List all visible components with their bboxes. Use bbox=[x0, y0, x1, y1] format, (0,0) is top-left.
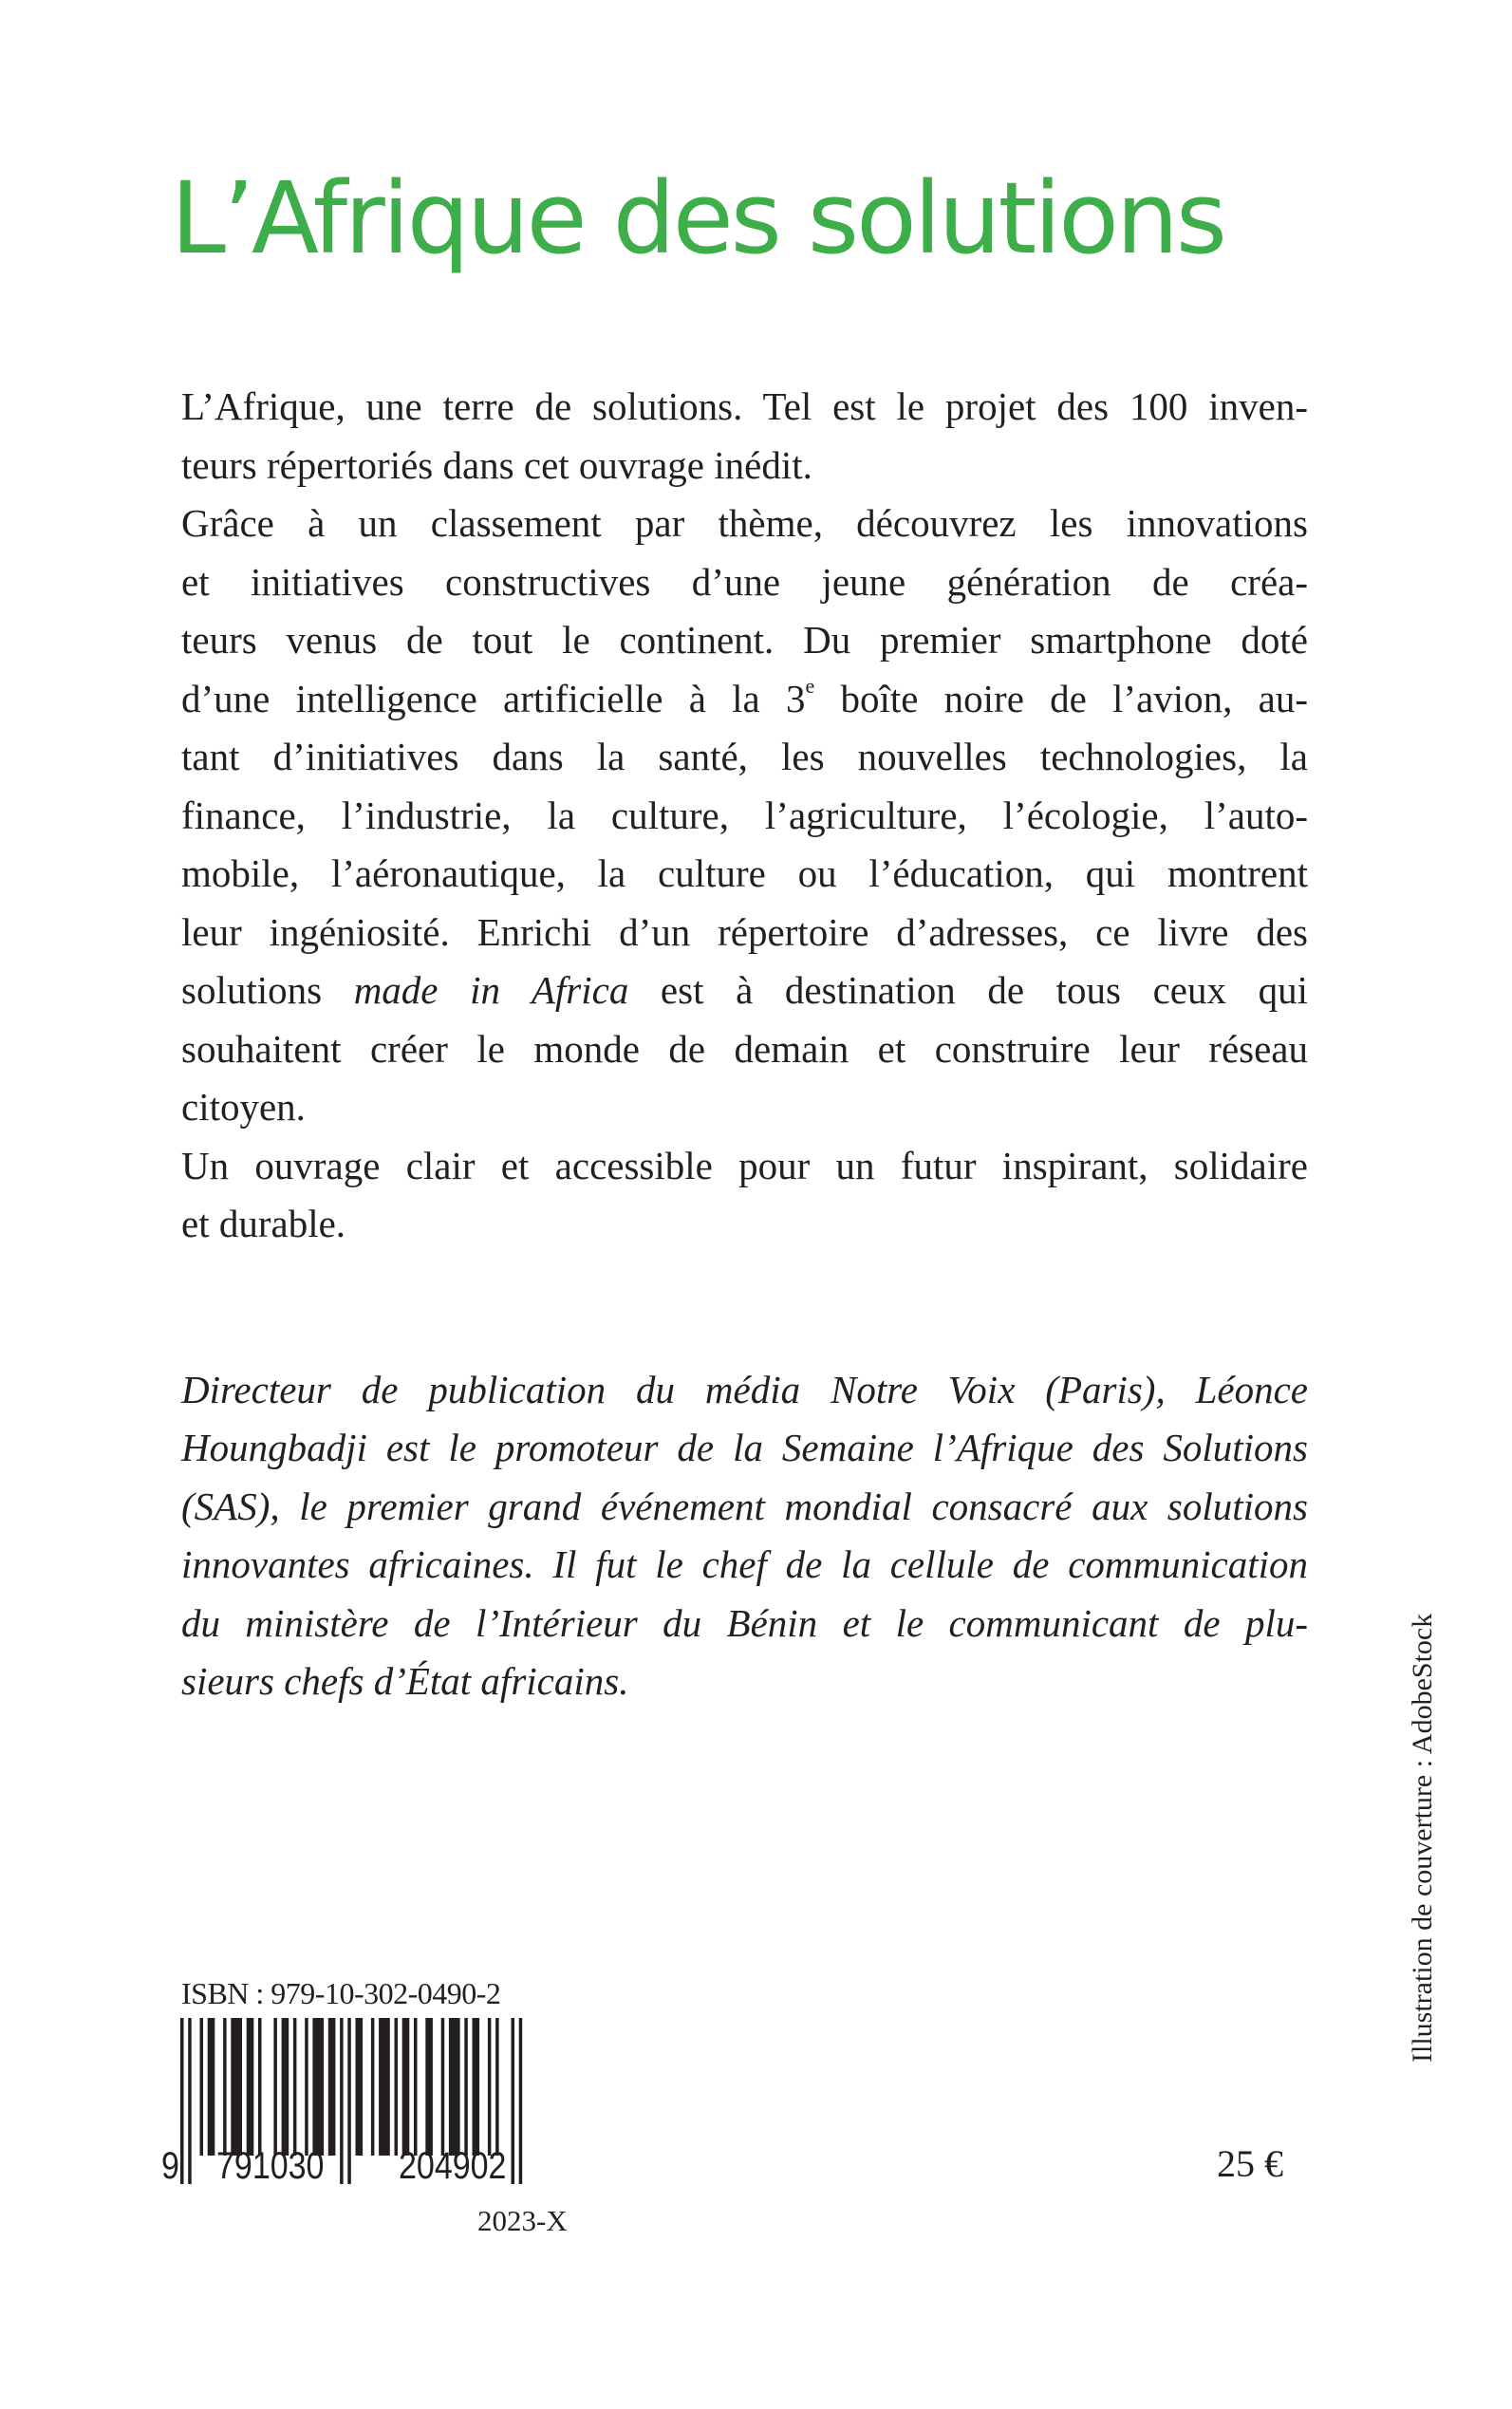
text-line: L’Afrique, une terre de solutions. Tel est le projet des 100 inven- bbox=[181, 384, 1308, 428]
barcode-bar bbox=[441, 2018, 445, 2156]
barcode-bar bbox=[512, 2018, 515, 2184]
text-line: et initiatives constructives d’une jeune génération de créa- bbox=[181, 559, 1308, 604]
barcode-bar bbox=[395, 2018, 399, 2156]
barcode-bar bbox=[495, 2018, 499, 2156]
barcode-bar bbox=[402, 2018, 410, 2156]
text-line: et durable. bbox=[181, 1202, 346, 1245]
barcode-bar bbox=[488, 2018, 492, 2156]
barcode-bar bbox=[188, 2018, 192, 2184]
barcode-bar bbox=[371, 2018, 375, 2156]
italic-phrase: made in Africa bbox=[353, 968, 629, 1012]
text-line: citoyen. bbox=[181, 1085, 306, 1129]
barcode-bar bbox=[519, 2018, 523, 2184]
barcode-bar bbox=[347, 2018, 351, 2184]
barcode-bar bbox=[340, 2018, 344, 2184]
text-line: Houngbadji est le promoteur de la Semaine l’Afrique des Solutions bbox=[181, 1426, 1308, 1469]
book-title: L’Afrique des solutions bbox=[171, 160, 1224, 276]
barcode-bar bbox=[305, 2018, 308, 2156]
barcode-bar bbox=[200, 2018, 204, 2156]
text-line bbox=[181, 962, 1308, 1020]
text-segment: d’une intelligence artificielle à la 3 bbox=[181, 676, 806, 720]
isbn-label: ISBN : 979-10-302-0490-2 bbox=[181, 1976, 501, 2010]
barcode-bar bbox=[414, 2018, 418, 2156]
barcode-bar bbox=[379, 2018, 390, 2156]
text-segment: boîte noire de l’avion, au- bbox=[814, 676, 1308, 720]
barcode-bar bbox=[464, 2018, 468, 2156]
text-line: souhaitent créer le monde de demain et construire leur réseau bbox=[181, 1026, 1308, 1071]
back-cover-text bbox=[181, 378, 1308, 1711]
paragraph-conclusion bbox=[181, 1137, 1308, 1254]
text-line: finance, l’industrie, la culture, l’agriculture, l’écologie, l’auto- bbox=[181, 793, 1308, 837]
cover-credit-text: Illustration de couverture : AdobeStock bbox=[1407, 1613, 1438, 2063]
reference-code: 2023-X bbox=[477, 2204, 568, 2237]
barcode-bar bbox=[208, 2018, 215, 2156]
barcode-bar bbox=[293, 2018, 297, 2156]
barcode-bar bbox=[273, 2018, 277, 2156]
barcode-bar bbox=[425, 2018, 433, 2156]
barcode-bar bbox=[258, 2018, 262, 2156]
text-line bbox=[181, 670, 1308, 729]
barcode-bar bbox=[449, 2018, 460, 2156]
barcode-digits-left: 791030 bbox=[216, 2145, 325, 2187]
text-line: teurs venus de tout le continent. Du premier smartphone doté bbox=[181, 618, 1308, 662]
text-line: mobile, l’aéronautique, la culture ou l’éducation, qui montrent bbox=[181, 851, 1308, 895]
barcode-bar bbox=[247, 2018, 254, 2156]
paragraph-description bbox=[181, 495, 1308, 1137]
barcode-bar bbox=[180, 2018, 184, 2184]
text-line: Directeur de publication du média Notre Voix (Paris), Léonce bbox=[181, 1367, 1308, 1411]
barcode-digits-right: 204902 bbox=[399, 2145, 507, 2187]
text-segment: est à destination de tous ceux qui bbox=[628, 968, 1308, 1012]
barcode-bar bbox=[223, 2018, 227, 2156]
barcode-digit-first: 9 bbox=[161, 2145, 179, 2187]
text-line: (SAS), le premier grand événement mondial consacré aux solutions bbox=[181, 1484, 1308, 1528]
barcode-bar bbox=[473, 2018, 480, 2156]
text-line: sieurs chefs d’État africains. bbox=[181, 1659, 629, 1703]
text-line: Grâce à un classement par thème, découvrez les innovations bbox=[181, 501, 1308, 545]
superscript: e bbox=[805, 673, 815, 698]
text-line: leur ingéniosité. Enrichi d’un répertoire d’adresses, ce livre des bbox=[181, 909, 1308, 954]
barcode-bar bbox=[231, 2018, 242, 2156]
text-line: tant d’initiatives dans la santé, les nouvelles technologies, la bbox=[181, 735, 1308, 778]
author-bio bbox=[181, 1361, 1308, 1711]
text-segment: solutions bbox=[181, 968, 354, 1012]
barcode-bar bbox=[328, 2018, 336, 2156]
paragraph-intro bbox=[181, 378, 1308, 495]
text-line: Un ouvrage clair et accessible pour un futur inspirant, solidaire bbox=[181, 1143, 1308, 1187]
text-line: teurs répertoriés dans cet ouvrage inédit. bbox=[181, 442, 812, 487]
text-line: innovantes africaines. Il fut le chef de la cellule de communication bbox=[181, 1542, 1308, 1586]
barcode-bar bbox=[282, 2018, 289, 2156]
barcode-bar bbox=[312, 2018, 324, 2156]
barcode-bar bbox=[356, 2018, 364, 2156]
cover-credit bbox=[1397, 1571, 1445, 2064]
price: 25 € bbox=[1217, 2142, 1283, 2185]
text-line: du ministère de l’Intérieur du Bénin et le communicant de plu- bbox=[181, 1600, 1308, 1645]
